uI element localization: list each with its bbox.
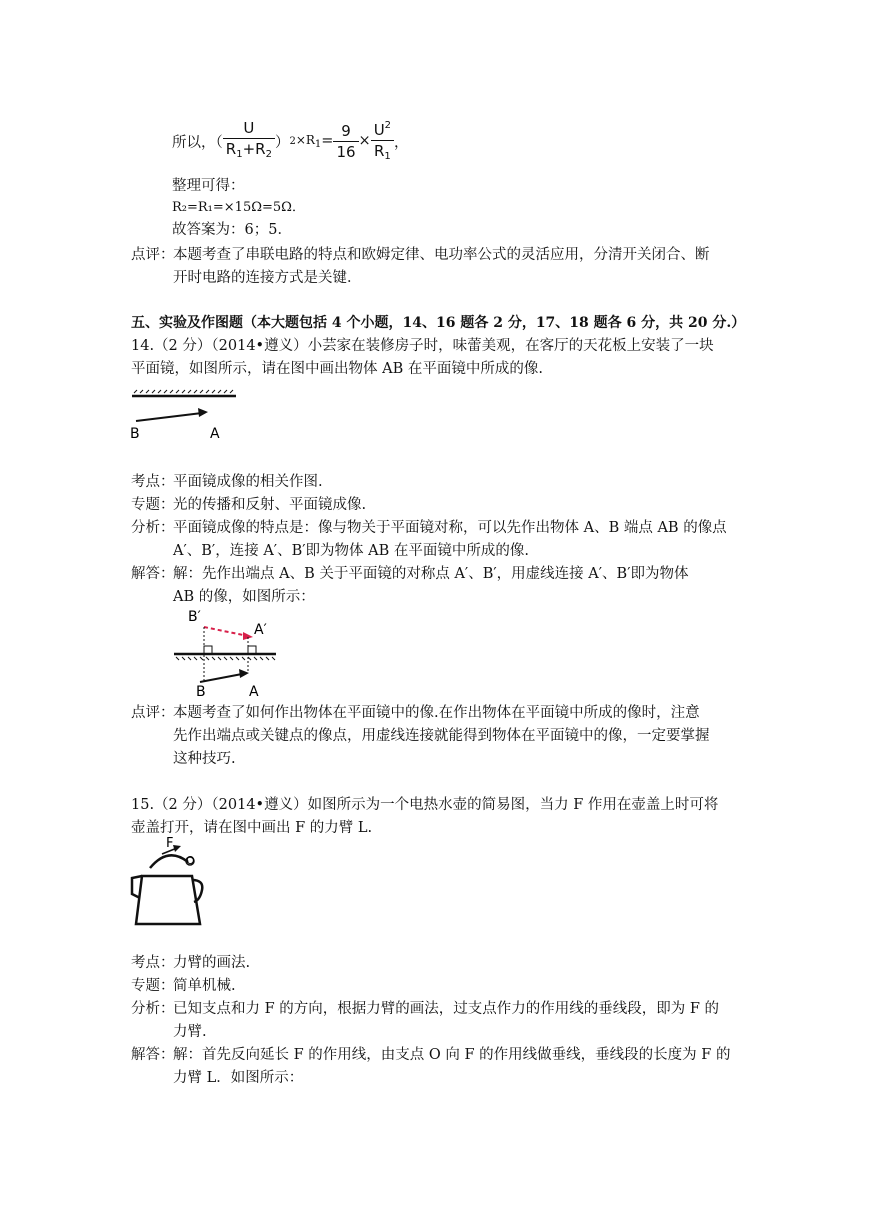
formula-times-r1: $\times R_1$ [295, 132, 322, 150]
image-dashed-line [204, 627, 248, 636]
fraction-9-over-16: $\frac{9}{16}$ [333, 121, 358, 162]
q14-fenxi-line-1: 平面镜成像的特点是：像与物关于平面镜对称，可以先作出物体 A、B 端点 AB 的像点 [173, 520, 727, 536]
label-b-2: B [196, 684, 206, 698]
q14-kaodian: 平面镜成像的相关作图. [173, 474, 323, 490]
q15-zhuanti-label: 专题： [131, 978, 175, 994]
label-f: F [166, 836, 174, 851]
q15-jieda-line-2: 力臂 L．如图所示： [173, 1070, 304, 1086]
label-b: B [130, 426, 140, 442]
formula-line [172, 115, 409, 167]
object-ab-arrow [136, 413, 202, 421]
answer-text: 故答案为：6；5． [172, 222, 292, 238]
q14-kaodian-label: 考点： [131, 474, 175, 490]
label-a: A [210, 426, 220, 442]
kettle-lid [150, 855, 188, 868]
q14-dianping-line-2: 先作出端点或关键点的像点，用虚线连接就能得到物体在平面镜中的像，一定要掌握 [173, 728, 710, 744]
formula-comma: ， [394, 134, 409, 151]
q14-solution-figure [170, 606, 280, 698]
q14-fenxi-line-2: A′、B′，连接 A′、B′即为物体 AB 在平面镜中所成的像. [173, 543, 529, 559]
fraction-u-over-r1-plus-r2: $\frac{U}{R_1+R_2}$ [223, 118, 275, 165]
zhengli-text: 整理可得： [172, 178, 245, 194]
comment-label: 点评： [131, 247, 175, 263]
formula-equals: = [321, 133, 334, 149]
formula-prefix: 所以，（ [172, 134, 223, 151]
label-b-prime: B′ [188, 609, 201, 625]
q15-stem-line-1: 15.（2 分）（2014•遵义）如图所示为一个电热水壶的简易图，当力 F 作用在壶盖上时可将 [131, 797, 719, 813]
r2-equation: R₂=R₁=×15Ω=5Ω． [172, 200, 305, 215]
object-ab-arrow-2 [200, 674, 242, 682]
q14-zhuanti: 光的传播和反射、平面镜成像. [173, 497, 367, 513]
q15-fenxi-line-2: 力臂. [173, 1024, 207, 1040]
kettle-body [136, 876, 200, 924]
q14-dianping-label: 点评： [131, 705, 175, 721]
q15-kettle-figure [128, 834, 208, 930]
q14-stem-line-2: 平面镜，如图所示，请在图中画出物体 AB 在平面镜中所成的像. [131, 361, 543, 377]
object-arrowhead [198, 408, 208, 417]
q14-mirror-figure [128, 384, 243, 442]
q15-kaodian-label: 考点： [131, 955, 175, 971]
mirror-hatching [134, 390, 233, 393]
formula-square: 2 [289, 135, 296, 147]
section-heading: 五、实验及作图题（本大题包括 4 个小题，14、16 题各 2 分，17、18 题各 6 分，共 20 分.） [131, 315, 746, 331]
force-arrowhead [173, 845, 181, 852]
mirror-hatching-2 [176, 657, 275, 660]
formula-close-paren: ） [274, 134, 290, 151]
label-o: O [186, 854, 195, 867]
q14-fenxi-label: 分析： [131, 520, 175, 536]
q14-dianping-line-3: 这种技巧. [173, 751, 236, 767]
q15-jieda-line-1: 解：首先反向延长 F 的作用线，由支点 O 向 F 的作用线做垂线，垂线段的长度为 F 的 [173, 1047, 731, 1063]
comment-line-1: 本题考查了串联电路的特点和欧姆定律、电功率公式的灵活应用，分清开关闭合、断 [173, 247, 710, 263]
q14-jieda-line-1: 解：先作出端点 A、B 关于平面镜的对称点 A′、B′，用虚线连接 A′、B′即为物体 [173, 566, 689, 582]
q15-fenxi-line-1: 已知支点和力 F 的方向，根据力臂的画法，过支点作力的作用线的垂线段，即为 F 的 [173, 1001, 720, 1017]
label-a-2: A [249, 684, 259, 698]
fraction-u2-over-r1: $\frac{U^2}{R_1}$ [371, 116, 394, 167]
formula-times: × [358, 133, 371, 149]
q14-dianping-line-1: 本题考查了如何作出物体在平面镜中的像.在作出物体在平面镜中所成的像时，注意 [173, 705, 700, 721]
q15-zhuanti: 简单机械. [173, 978, 236, 994]
q15-fenxi-label: 分析： [131, 1001, 175, 1017]
q15-jieda-label: 解答： [131, 1047, 175, 1063]
label-a-prime: A′ [254, 622, 267, 638]
q14-stem-line-1: 14.（2 分）（2014•遵义）小芸家在装修房子时，味蕾美观，在客厅的天花板上安装了一块 [131, 338, 714, 354]
q14-zhuanti-label: 专题： [131, 497, 175, 513]
q14-jieda-line-2: AB 的像，如图所示： [173, 589, 315, 605]
comment-line-2: 开时电路的连接方式是关键． [173, 270, 362, 286]
q14-jieda-label: 解答： [131, 566, 175, 582]
q15-stem-line-2: 壶盖打开，请在图中画出 F 的力臂 L. [131, 820, 373, 836]
q15-kaodian: 力臂的画法. [173, 955, 251, 971]
